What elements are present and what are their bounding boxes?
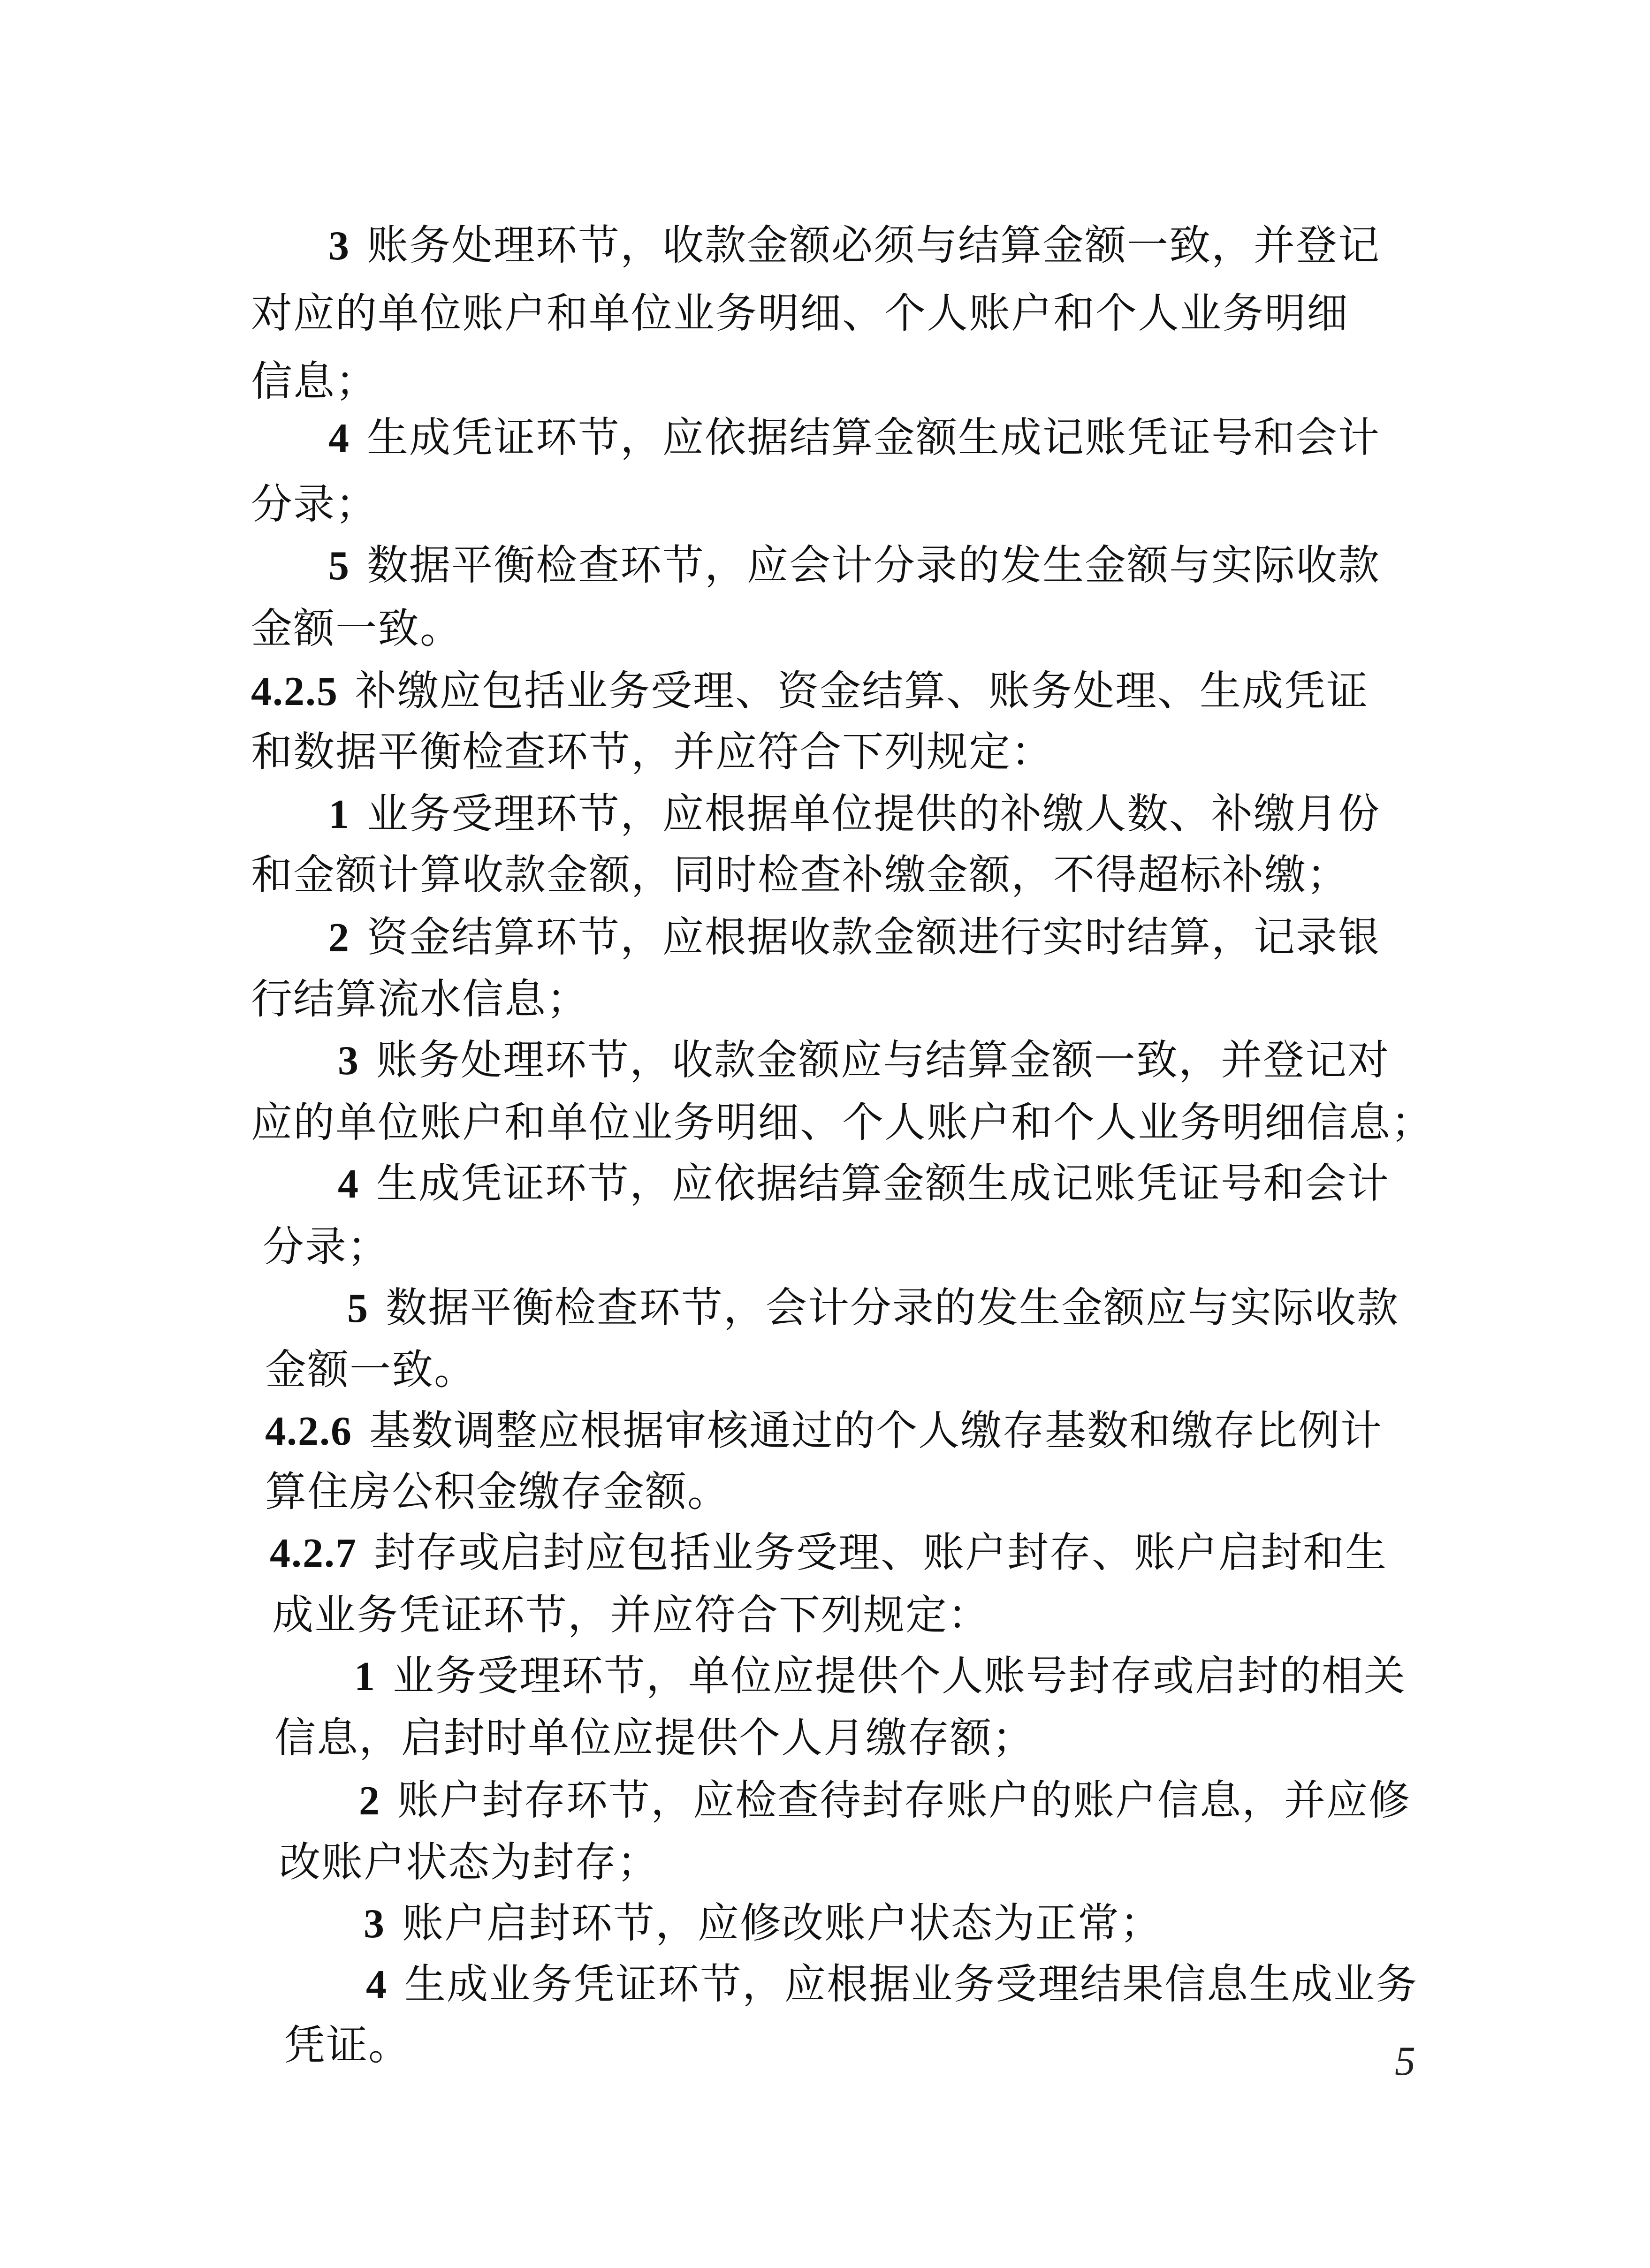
item-text: 金额一致。 — [265, 1345, 477, 1394]
section-4-2-6-line-2 — [265, 1464, 730, 1520]
item-number: 3 — [338, 1038, 359, 1084]
item-5b-line-2 — [265, 1342, 476, 1398]
item-3-line-1 — [328, 217, 1380, 274]
item-number: 2 — [359, 1778, 380, 1824]
item-text: 改账户状态为封存； — [279, 1838, 660, 1886]
item-number: 4 — [366, 1962, 388, 2008]
item-3c-line-1 — [364, 1895, 1162, 1952]
item-5-line-1 — [328, 537, 1380, 594]
item-text: 分录； — [251, 480, 378, 528]
item-number: 2 — [328, 915, 350, 961]
item-1b-line-2 — [274, 1710, 1034, 1766]
item-text: 金额一致。 — [251, 604, 463, 652]
page-number: 5 — [1395, 2039, 1415, 2084]
item-text: 信息，启封时单位应提供个人月缴存额； — [274, 1714, 1035, 1762]
section-4-2-6-line-1 — [265, 1403, 1383, 1460]
item-text: 账务处理环节，收款金额必须与结算金额一致，并登记 — [367, 221, 1381, 269]
item-5-line-2 — [251, 600, 462, 657]
item-text: 业务受理环节，单位应提供个人账号封存或启封的相关 — [393, 1652, 1407, 1700]
item-4-line-1 — [328, 410, 1380, 467]
item-text: 数据平衡检查环节，会计分录的发生金额应与实际收款 — [386, 1283, 1399, 1332]
item-3-line-2 — [251, 285, 1349, 341]
section-number: 4.2.5 — [251, 669, 338, 714]
item-text: 生成凭证环节，应依据结算金额生成记账凭证号和会计 — [367, 413, 1381, 462]
item-text: 生成业务凭证环节，应根据业务受理结果信息生成业务 — [404, 1960, 1418, 2008]
section-4-2-5-line-1 — [251, 663, 1369, 720]
item-number: 4 — [328, 416, 350, 461]
item-3b-line-1 — [338, 1032, 1390, 1089]
item-text: 分录； — [263, 1222, 390, 1271]
item-text: 对应的单位账户和单位业务明细、个人账户和个人业务明细 — [251, 289, 1349, 337]
section-text: 封存或启封应包括业务受理、账户封存、账户启封和生 — [374, 1528, 1388, 1577]
item-1b-line-1 — [354, 1648, 1406, 1705]
item-4-line-2 — [251, 476, 378, 532]
item-1-line-1 — [328, 786, 1380, 843]
item-number: 1 — [354, 1654, 376, 1699]
item-text: 账户封存环节，应检查待封存账户的账户信息，并应修 — [397, 1776, 1411, 1824]
section-number: 4.2.7 — [270, 1531, 357, 1576]
item-4b-line-1 — [338, 1155, 1390, 1213]
section-text: 算住房公积金缴存金额。 — [265, 1467, 730, 1516]
item-2-line-1 — [328, 909, 1380, 966]
item-4c-line-2 — [284, 2017, 411, 2073]
section-text: 成业务凭证环节，并应符合下列规定： — [272, 1591, 990, 1639]
item-number: 5 — [328, 543, 350, 589]
item-number: 3 — [328, 223, 350, 269]
section-4-2-7-line-1 — [270, 1525, 1387, 1582]
item-4c-line-1 — [366, 1956, 1418, 2013]
item-5b-line-1 — [347, 1280, 1399, 1337]
item-3-line-3 — [251, 353, 378, 410]
item-text: 信息； — [251, 357, 378, 405]
item-text: 账务处理环节，收款金额应与结算金额一致，并登记对 — [376, 1036, 1390, 1084]
section-4-2-7-line-2 — [272, 1587, 990, 1643]
item-text: 生成凭证环节，应依据结算金额生成记账凭证号和会计 — [376, 1159, 1390, 1207]
item-2b-line-2 — [279, 1834, 659, 1890]
item-text: 资金结算环节，应根据收款金额进行实时结算，记录银 — [367, 913, 1381, 961]
item-number: 1 — [328, 792, 350, 837]
item-text: 数据平衡检查环节，应会计分录的发生金额与实际收款 — [367, 541, 1381, 589]
section-number: 4.2.6 — [265, 1409, 352, 1454]
item-3b-line-2 — [251, 1094, 1433, 1151]
section-text: 和数据平衡检查环节，并应符合下列规定： — [251, 728, 1054, 776]
section-text: 补缴应包括业务受理、资金结算、账务处理、生成凭证 — [355, 667, 1369, 715]
item-text: 和金额计算收款金额，同时检查补缴金额，不得超标补缴； — [251, 850, 1349, 899]
item-2b-line-1 — [359, 1772, 1411, 1829]
item-2-line-2 — [251, 971, 589, 1027]
item-number: 4 — [338, 1161, 359, 1207]
item-text: 业务受理环节，应根据单位提供的补缴人数、补缴月份 — [367, 789, 1381, 838]
item-number: 3 — [364, 1901, 385, 1947]
item-text: 账户启封环节，应修改账户状态为正常； — [402, 1899, 1163, 1947]
item-text: 凭证。 — [284, 2021, 411, 2069]
item-text: 应的单位账户和单位业务明细、个人账户和个人业务明细信息； — [251, 1098, 1434, 1146]
item-number: 5 — [347, 1286, 369, 1331]
section-text: 基数调整应根据审核通过的个人缴存基数和缴存比例计 — [369, 1406, 1383, 1455]
item-4b-line-2 — [263, 1219, 389, 1275]
item-text: 行结算流水信息； — [251, 975, 589, 1023]
section-4-2-5-line-2 — [251, 724, 1053, 780]
item-1-line-2 — [251, 847, 1349, 903]
